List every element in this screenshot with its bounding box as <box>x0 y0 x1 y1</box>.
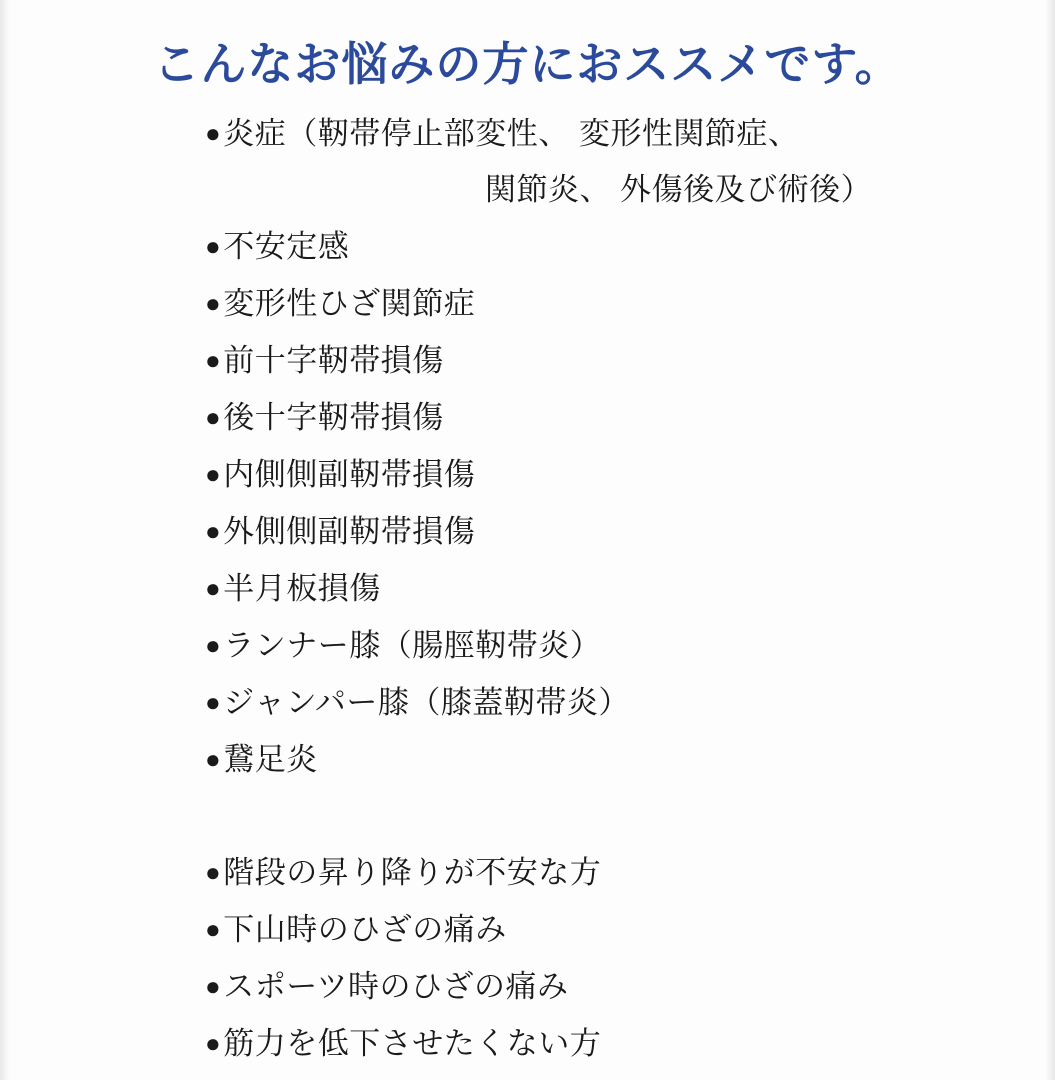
list-item <box>205 844 1025 901</box>
list-item-continuation: 関節炎、 外傷後及び術後） <box>485 172 873 207</box>
bullet-icon: ● <box>205 231 222 261</box>
list-item-label: 筋力を低下させたくない方 <box>223 1026 602 1061</box>
bullet-icon: ● <box>205 630 222 660</box>
bullet-icon: ● <box>205 971 222 1001</box>
list-item-label: 階段の昇り降りが不安な方 <box>223 855 602 890</box>
list-item <box>205 446 1025 503</box>
list-item-label: 内側側副靭帯損傷 <box>223 457 476 492</box>
list-item-label: ランナー膝（腸脛靭帯炎） <box>223 628 602 663</box>
list-item <box>205 218 1025 275</box>
page-left-edge-shadow <box>0 0 10 1080</box>
list-item <box>205 617 1025 674</box>
list-item <box>205 731 1025 788</box>
page-title: こんなお悩みの方におススメです。 <box>153 38 902 90</box>
page-right-edge-shadow <box>1045 0 1055 1080</box>
bullet-icon: ● <box>205 459 222 489</box>
list-item-label: 下山時のひざの痛み <box>223 912 507 947</box>
list-item-label: 不安定感 <box>223 229 350 264</box>
list-item <box>205 105 1025 162</box>
bullet-icon: ● <box>205 1028 222 1058</box>
bullet-icon: ● <box>205 914 222 944</box>
list-item-label: 外側側副靭帯損傷 <box>223 514 476 549</box>
bullet-icon: ● <box>205 573 222 603</box>
list-item <box>205 560 1025 617</box>
list-item-label: 鵞足炎 <box>223 742 318 777</box>
list-item <box>205 503 1025 560</box>
list-item <box>205 901 1025 958</box>
list-item <box>205 332 1025 389</box>
bullet-icon: ● <box>205 516 222 546</box>
bullet-icon: ● <box>205 687 222 717</box>
list-spacer <box>205 788 1025 844</box>
list-item-label: 前十字靭帯損傷 <box>223 343 444 378</box>
list-item-label: 後十字靭帯損傷 <box>223 400 444 435</box>
bullet-icon: ● <box>205 288 222 318</box>
bullet-icon: ● <box>205 345 222 375</box>
list-item-label: 炎症（靭帯停止部変性、 変形性関節症、 <box>223 116 800 151</box>
bullet-icon: ● <box>205 118 222 148</box>
list-item <box>205 389 1025 446</box>
list-item-label: スポーツ時のひざの痛み <box>223 969 569 1004</box>
list-item-label: ジャンパー膝（膝蓋靭帯炎） <box>223 685 630 720</box>
recommendation-list <box>205 105 1025 1072</box>
list-item-label: 半月板損傷 <box>223 571 381 606</box>
bullet-icon: ● <box>205 402 222 432</box>
bullet-icon: ● <box>205 744 222 774</box>
list-item-label: 変形性ひざ関節症 <box>223 286 476 321</box>
list-item <box>205 674 1025 731</box>
bullet-icon: ● <box>205 857 222 887</box>
list-item <box>205 958 1025 1015</box>
list-item <box>205 1015 1025 1072</box>
list-item <box>205 275 1025 332</box>
